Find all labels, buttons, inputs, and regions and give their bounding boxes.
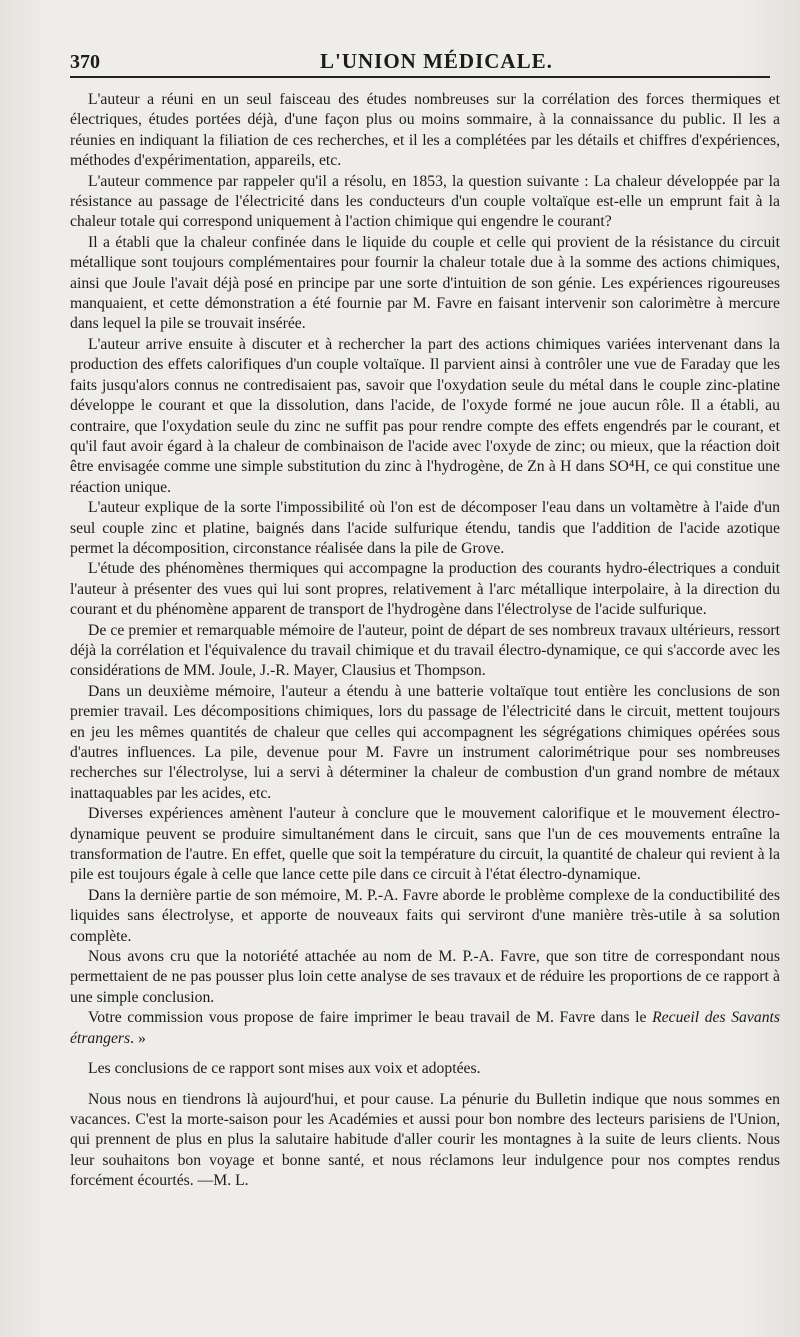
paragraph: Il a établi que la chaleur confinée dans le liquide du couple et celle qui provient de la résistance du circuit métallique sont toujours complémentaires pour fournir la chaleur totale due à la somme des actions chimiques, ainsi que Joule l'avait déjà posé en principe par une sorte d'intuition de son génie. Les expériences rigoureuses manquaient, et cette démonstration a été fournie par M. Favre en faisant intervenir son calorimètre à mercure dans lequel la pile se trouvait insérée. [70,233,780,333]
page-number: 370 [70,51,100,73]
paragraph: Diverses expériences amènent l'auteur à conclure que le mouvement calorifique et le mouvement électro-dynamique peuvent se produire simultanément dans le circuit, sans que l'un de ces mouvements entraîne la transformation de l'autre. En effet, quelle que soit la température du circuit, la quantité de chaleur qui revient à la pile est toujours égale à celle que lance cette pile dans ce circuit à l'état électro-dynamique. [70,805,780,884]
paragraph: Dans un deuxième mémoire, l'auteur a étendu à une batterie voltaïque tout entière les conclusions de son premier travail. Les décompositions chimiques, lors du passage de l'électricité dans le circuit, mettent toujours en jeu les mêmes quantités de chaleur que celles qui accompagnent les ségrégations chimiques opérées sous d'autres influences. La pile, devenue pour M. Favre un instrument calorimétrique pour ses nombreuses recherches sur l'électrolyse, lui a servi à déterminer la chaleur de combustion d'un grand nombre de métaux inattaquables par les acides, etc. [70,682,780,802]
paragraph: Dans la dernière partie de son mémoire, M. P.-A. Favre aborde le problème complexe de la conductibilité des liquides sans électrolyse, et apporte de nouveaux faits qui serviront d'une manière très-utile à sa solution complète. [70,886,780,945]
paragraph: L'étude des phénomènes thermiques qui accompagne la production des courants hydro-électriques a conduit l'auteur à présenter des vues qui lui sont propres, relativement à l'arc métallique interpolaire, à la direction du courant et du phénomène apparent de transport de l'hydrogène dans l'électrolyse de l'acide sulfurique. [70,560,780,619]
paragraph: L'auteur arrive ensuite à discuter et à rechercher la part des actions chimiques variées intervenant dans la production des effets calorifiques d'un couple voltaïque. Il parvient ainsi à contrôler une vue de Faraday que les faits jusqu'alors connus ne contredisaient pas, savoir que l'oxydation seule du métal dans le couple zinc-platine développe le courant et que la dissolution, dans l'acide, de l'oxyde formé ne joue aucun rôle. Il a établi, au contraire, que l'oxydation seule du zinc ne suffit pas pour rendre compte des effets engendrés par le courant, et qu'il faut avoir égard à la chaleur de combinaison de l'acide avec l'oxyde de zinc; ou mieux, que la réaction doit être envisagée comme une simple substitution du zinc à l'hydrogène, de Zn à H dans SO⁴H, ce qui constitue une réaction unique. [70,335,780,496]
page-header [70,40,770,78]
paragraph: L'auteur explique de la sorte l'impossibilité où l'on est de décomposer l'eau dans un voltamètre à l'aide d'un seul couple zinc et platine, baignés dans l'acide sulfurique étendu, tandis que l'addition de l'acide azotique permet la décomposition, circonstance réalisée dans la pile de Grove. [70,499,780,557]
paragraph: De ce premier et remarquable mémoire de l'auteur, point de départ de ses nombreux travaux ultérieurs, ressort déjà la corrélation et l'équivalence du travail chimique et du travail électro-dynamique, ce qui s'accorde avec les considérations de MM. Joule, J.-R. Mayer, Clausius et Thompson. [70,621,780,680]
recueil-title: Recueil des Savants étrangers [70,1009,781,1047]
article-body [70,90,780,1192]
paragraph: Nous avons cru que la notoriété attachée au nom de M. P.-A. Favre, que son titre de correspondant nous permettaient de ne pas pousser plus loin cette analyse de ses travaux et de réduire les proportions de ce rapport à une simple conclusion. [70,948,780,1006]
closing-paragraph: Nous nous en tiendrons là aujourd'hui, et pour cause. La pénurie du Bulletin indique que nous sommes en vacances. C'est la morte-saison pour les Académies et aussi pour bon nombre des lecteurs parisiens de l'Union, qui prennent de plus en plus la salutaire habitude d'aller courir les montagnes à la suite de leurs clients. Nous leur souhaitons bon voyage et bonne santé, et nous réclamons leur indulgence pour nos comptes rendus forcément écourtés. —M. L. [70,1090,780,1190]
running-title: L'UNION MÉDICALE. [320,49,553,73]
commission-end: . » [130,1029,146,1047]
commission-paragraph [70,1008,780,1049]
conclusions-paragraph: Les conclusions de ce rapport sont mises aux voix et adoptées. [88,1060,481,1078]
paragraph: L'auteur commence par rappeler qu'il a résolu, en 1853, la question suivante : La chaleur développée par la résistance au passage de l'électricité dans les conducteurs d'un couple voltaïque est-elle un emprunt fait à la chaleur totale qui correspond uniquement à l'action chimique qui engendre le courant? [70,172,780,231]
commission-text: Votre commission vous propose de faire imprimer le beau travail de M. Favre dans le [88,1009,647,1027]
paragraph: L'auteur a réuni en un seul faisceau des études nombreuses sur la corrélation des forces thermiques et électriques, études portées déjà, d'une façon plus ou moins sommaire, à la connaissance du public. Il les a réunies en indiquant la filiation de ces recherches, et il les a complétées par les détails et chiffres d'expériences, méthodes d'expérimentation, appareils, etc. [70,91,780,170]
